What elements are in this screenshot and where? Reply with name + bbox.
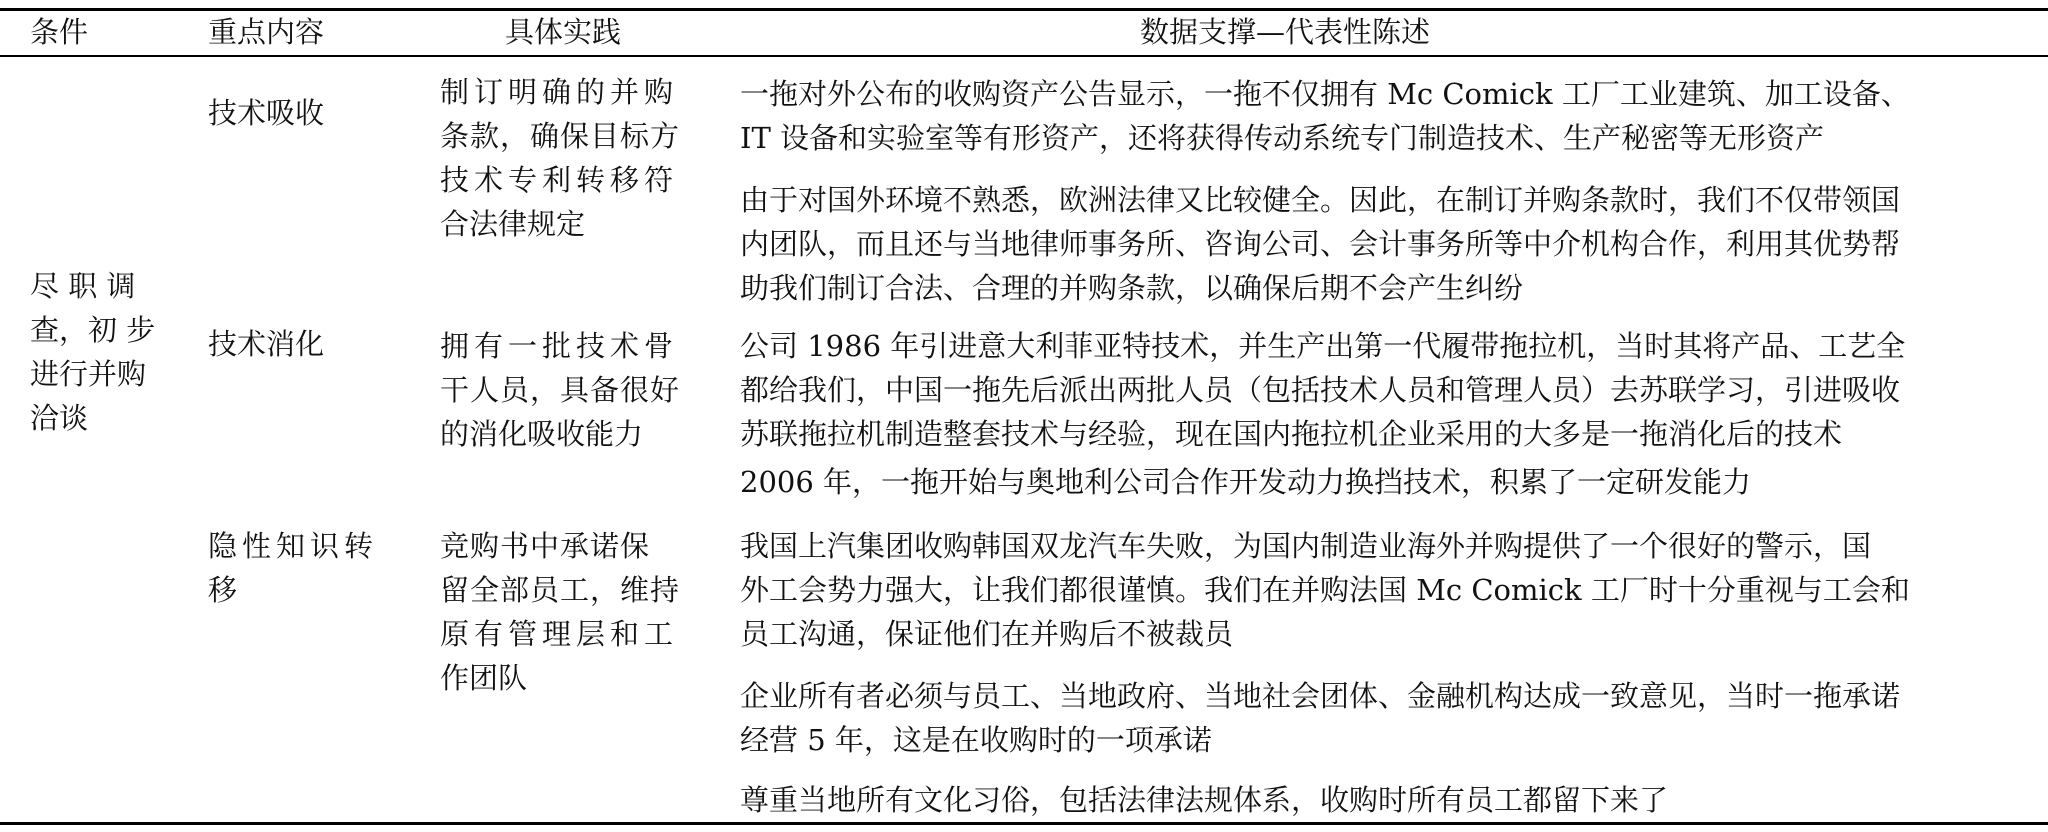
evidence-paragraph — [740, 460, 2020, 504]
focus-line: 隐性知识转 — [208, 529, 379, 563]
header-rule — [0, 55, 2048, 57]
evidence-paragraph — [740, 778, 2020, 822]
condition-line: 洽谈 — [30, 401, 89, 435]
header-evidence: 数据支撑—代表性陈述 — [1140, 15, 1431, 49]
evidence-line: 由于对国外环境不熟悉，欧洲法律又比较健全。因此，在制订并购条款时，我们不仅带领国 — [740, 183, 1901, 217]
condition-line: 查，初 步 — [30, 313, 156, 347]
practice-cell — [440, 524, 700, 700]
condition-cell — [30, 264, 170, 440]
evidence-line: 2006 年，一拖开始与奥地利公司合作开发动力换挡技术，积累了一定研发能力 — [740, 465, 1752, 499]
evidence-line: 苏联拖拉机制造整套技术与经验，现在国内拖拉机企业采用的大多是一拖消化后的技术 — [740, 417, 1843, 451]
evidence-line: 企业所有者必须与员工、当地政府、当地社会团体、金融机构达成一致意见，当时一拖承诺 — [740, 679, 1901, 713]
focus-cell — [208, 524, 408, 612]
evidence-line: 外工会势力强大，让我们都很谨慎。我们在并购法国 Mc Comick 工厂时十分重视与工会和 — [740, 573, 1910, 607]
practice-line: 作团队 — [440, 661, 528, 695]
evidence-line: 内团队，而且还与当地律师事务所、咨询公司、会计事务所等中介机构合作，利用其优势帮 — [740, 227, 1901, 261]
evidence-line: 都给我们，中国一拖先后派出两批人员（包括技术人员和管理人员）去苏联学习，引进吸收 — [740, 373, 1901, 407]
focus-cell: 技术吸收 — [208, 96, 325, 130]
evidence-line: 尊重当地所有文化习俗，包括法律法规体系，收购时所有员工都留下来了 — [740, 783, 1669, 817]
practice-line: 拥有一批技术骨 — [440, 329, 679, 363]
header-focus: 重点内容 — [208, 15, 325, 49]
evidence-line: 一拖对外公布的收购资产公告显示，一拖不仅拥有 Mc Comick 工厂工业建筑、加工设备、 — [740, 77, 1910, 111]
evidence-line: 助我们制订合法、合理的并购条款，以确保后期不会产生纠纷 — [740, 271, 1524, 305]
practice-line: 合法律规定 — [440, 207, 586, 241]
practice-line: 条款，确保目标方 — [440, 119, 681, 153]
practice-line: 技术专利转移符 — [440, 163, 679, 197]
header-practice: 具体实践 — [505, 15, 622, 49]
header-condition: 条件 — [30, 15, 89, 49]
practice-line: 竞购书中承诺保 — [440, 529, 651, 563]
evidence-line: 我国上汽集团收购韩国双龙汽车失败，为国内制造业海外并购提供了一个很好的警示，国 — [740, 529, 1872, 563]
condition-line: 尽 职 调 — [30, 269, 136, 303]
practice-line: 的消化吸收能力 — [440, 417, 644, 451]
bottom-rule — [0, 822, 2048, 825]
evidence-paragraph — [740, 674, 2020, 762]
focus-line: 移 — [208, 573, 238, 607]
focus-cell: 技术消化 — [208, 327, 325, 361]
practice-cell — [440, 70, 700, 246]
practice-cell — [440, 324, 700, 456]
practice-line: 留全部员工，维持 — [440, 573, 681, 607]
evidence-line: IT 设备和实验室等有形资产，还将获得传动系统专门制造技术、生产秘密等无形资产 — [740, 121, 1825, 155]
evidence-paragraph — [740, 178, 2020, 310]
practice-line: 制订明确的并购 — [440, 75, 679, 109]
evidence-paragraph — [740, 524, 2020, 656]
practice-line: 原有管理层和工 — [440, 617, 679, 651]
evidence-line: 公司 1986 年引进意大利菲亚特技术，并生产出第一代履带拖拉机，当时其将产品、工艺全 — [740, 329, 1906, 363]
evidence-paragraph — [740, 72, 2020, 160]
evidence-paragraph — [740, 324, 2020, 456]
condition-line: 进行并购 — [30, 357, 147, 391]
evidence-line: 经营 5 年，这是在收购时的一项承诺 — [740, 723, 1212, 757]
practice-line: 干人员，具备很好 — [440, 373, 681, 407]
evidence-line: 员工沟通，保证他们在并购后不被裁员 — [740, 617, 1234, 651]
